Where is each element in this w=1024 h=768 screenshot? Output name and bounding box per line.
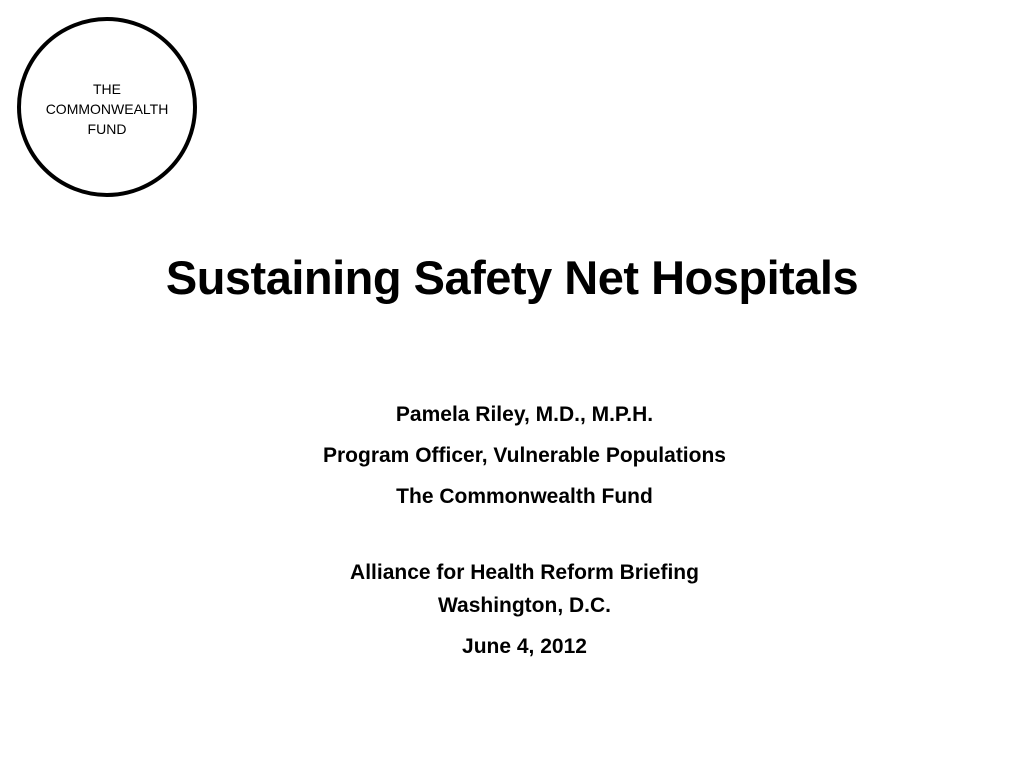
logo-line-2: COMMONWEALTH: [45, 101, 169, 117]
event-location: Washington, D.C.: [437, 594, 612, 617]
event-name: Alliance for Health Reform Briefing: [350, 561, 699, 584]
logo-line-1: THE: [93, 81, 121, 97]
event-date: June 4, 2012: [462, 635, 587, 658]
presenter-role: Program Officer, Vulnerable Populations: [323, 444, 726, 467]
slide-title: Sustaining Safety Net Hospitals: [165, 251, 859, 304]
presenter-name: Pamela Riley, M.D., M.P.H.: [395, 403, 654, 426]
presenter-organization: The Commonwealth Fund: [396, 485, 653, 508]
commonwealth-fund-logo: [17, 17, 197, 197]
logo-line-3: FUND: [87, 121, 127, 137]
logo-text: [21, 79, 193, 139]
